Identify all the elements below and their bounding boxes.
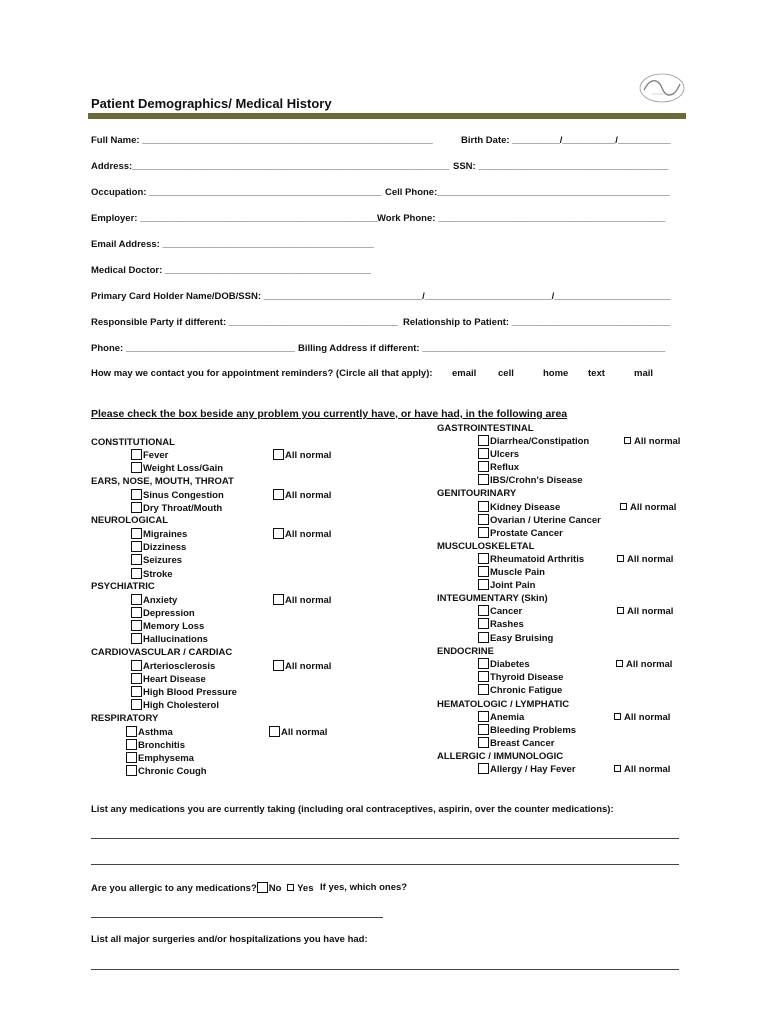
checkbox-heart-disease[interactable]: Heart Disease: [131, 673, 206, 685]
clinic-logo: [638, 70, 686, 106]
section-hematologic: HEMATOLOGIC / LYMPHATIC: [437, 699, 570, 710]
cell-phone-field[interactable]: Cell Phone:____________________________________________: [385, 187, 670, 198]
checkbox-rashes[interactable]: Rashes: [478, 618, 524, 630]
checkbox-memory-loss[interactable]: Memory Loss: [131, 620, 204, 632]
contact-option-email[interactable]: email: [452, 368, 477, 379]
checkbox-bronchitis[interactable]: Bronchitis: [126, 739, 185, 751]
checkbox-ibs[interactable]: IBS/Crohn's Disease: [478, 474, 583, 486]
all-normal-genitourinary[interactable]: All normal: [620, 502, 676, 513]
checkbox-anemia[interactable]: Anemia: [478, 711, 524, 723]
medications-line-1[interactable]: [91, 838, 679, 839]
occupation-field[interactable]: Occupation: ____________________________________________: [91, 187, 382, 198]
checkbox-arteriosclerosis[interactable]: Arteriosclerosis: [131, 660, 215, 672]
checkbox-easy-bruising[interactable]: Easy Bruising: [478, 632, 553, 644]
section-ent: EARS, NOSE, MOUTH, THROAT: [91, 476, 234, 487]
section-allergic: ALLERGIC / IMMUNOLOGIC: [437, 751, 564, 762]
all-normal-hematologic[interactable]: All normal: [614, 712, 670, 723]
checkbox-sinus[interactable]: Sinus Congestion: [131, 489, 224, 501]
relationship-field[interactable]: Relationship to Patient: ______________________________: [403, 317, 671, 328]
section-constitutional: CONSTITUTIONAL: [91, 437, 175, 448]
contact-question: How may we contact you for appointment reminders? (Circle all that apply):: [91, 368, 433, 379]
medical-doctor-field[interactable]: Medical Doctor: _______________________________________: [91, 265, 371, 276]
checkbox-ulcers[interactable]: Ulcers: [478, 448, 519, 460]
checkbox-hallucinations[interactable]: Hallucinations: [131, 633, 208, 645]
checkbox-bleeding[interactable]: Bleeding Problems: [478, 724, 576, 736]
checkbox-asthma[interactable]: Asthma: [126, 726, 173, 738]
responsible-party-field[interactable]: Responsible Party if different: ________________________________: [91, 317, 398, 328]
checkbox-seizures[interactable]: Seizures: [131, 554, 182, 566]
contact-option-mail[interactable]: mail: [634, 368, 654, 379]
contact-option-cell[interactable]: cell: [498, 368, 514, 379]
checkbox-fever[interactable]: Fever: [131, 449, 168, 461]
checkbox-skin-cancer[interactable]: Cancer: [478, 605, 522, 617]
checkbox-migraines[interactable]: Migraines: [131, 528, 187, 540]
phone-field[interactable]: Phone: ________________________________: [91, 343, 295, 354]
checkbox-stroke[interactable]: Stroke: [131, 568, 173, 580]
checkbox-rheumatoid[interactable]: Rheumatoid Arthritis: [478, 553, 584, 565]
checkbox-prostate-cancer[interactable]: Prostate Cancer: [478, 527, 563, 539]
section-respiratory: RESPIRATORY: [91, 713, 159, 724]
all-normal-cardiovascular[interactable]: All normal: [273, 660, 331, 672]
checkbox-depression[interactable]: Depression: [131, 607, 195, 619]
checkbox-kidney-disease[interactable]: Kidney Disease: [478, 501, 560, 513]
section-psychiatric: PSYCHIATRIC: [91, 581, 155, 592]
section-integumentary: INTEGUMENTARY (Skin): [437, 593, 548, 604]
checkbox-allergy[interactable]: Allergy / Hay Fever: [478, 763, 576, 775]
surgeries-line[interactable]: [91, 969, 679, 970]
checkbox-diabetes[interactable]: Diabetes: [478, 658, 530, 670]
section-cardiovascular: CARDIOVASCULAR / CARDIAC: [91, 647, 233, 658]
checkbox-dizziness[interactable]: Dizziness: [131, 541, 186, 553]
checkbox-weight-loss[interactable]: Weight Loss/Gain: [131, 462, 223, 474]
allergy-no-checkbox[interactable]: [257, 882, 268, 893]
section-neurological: NEUROLOGICAL: [91, 515, 169, 526]
checkbox-muscle-pain[interactable]: Muscle Pain: [478, 566, 545, 578]
contact-option-home[interactable]: home: [543, 368, 569, 379]
checkbox-thyroid[interactable]: Thyroid Disease: [478, 671, 563, 683]
medications-line-2[interactable]: [91, 864, 679, 865]
all-normal-psychiatric[interactable]: All normal: [273, 594, 331, 606]
checkbox-emphysema[interactable]: Emphysema: [126, 752, 194, 764]
all-normal-gastrointestinal[interactable]: All normal: [624, 436, 680, 447]
address-field[interactable]: Address:____________________________________________________________: [91, 161, 450, 172]
allergy-question: Are you allergic to any medications? No Yes: [91, 883, 314, 894]
ssn-field[interactable]: SSN: ____________________________________: [453, 161, 669, 172]
medications-prompt: List any medications you are currently taking (including oral contraceptives, aspirin, over the counter medications):: [91, 804, 614, 815]
checkbox-high-cholesterol[interactable]: High Cholesterol: [131, 699, 219, 711]
section-musculoskeletal: MUSCULOSKELETAL: [437, 541, 535, 552]
all-normal-ent[interactable]: All normal: [273, 489, 331, 501]
checkbox-chronic-cough[interactable]: Chronic Cough: [126, 765, 207, 777]
all-normal-endocrine[interactable]: All normal: [616, 659, 672, 670]
employer-field[interactable]: Employer: _____________________________________________: [91, 213, 378, 224]
work-phone-field[interactable]: Work Phone: ___________________________________________: [377, 213, 666, 224]
checkbox-high-bp[interactable]: High Blood Pressure: [131, 686, 237, 698]
all-normal-respiratory[interactable]: All normal: [269, 726, 327, 738]
birth-date-field[interactable]: Birth Date: _________/__________/__________: [461, 135, 671, 146]
allergy-which: If yes, which ones?: [320, 882, 408, 893]
checkbox-diarrhea[interactable]: Diarrhea/Constipation: [478, 435, 589, 447]
page-title: Patient Demographics/ Medical History: [91, 96, 332, 111]
checkbox-ovarian-cancer[interactable]: Ovarian / Uterine Cancer: [478, 514, 601, 526]
billing-address-field[interactable]: Billing Address if different: ______________________________________________: [298, 343, 666, 354]
all-normal-neurological[interactable]: All normal: [273, 528, 331, 540]
surgeries-prompt: List all major surgeries and/or hospitalizations you have had:: [91, 934, 368, 945]
card-holder-field[interactable]: Primary Card Holder Name/DOB/SSN: ______________________________/________________________/______________________: [91, 291, 671, 302]
all-normal-integumentary[interactable]: All normal: [617, 606, 673, 617]
section-endocrine: ENDOCRINE: [437, 646, 495, 657]
email-field[interactable]: Email Address: ________________________________________: [91, 239, 374, 250]
all-normal-constitutional[interactable]: All normal: [273, 449, 331, 461]
all-normal-allergic[interactable]: All normal: [614, 764, 670, 775]
full-name-field[interactable]: Full Name: _______________________________________________________: [91, 135, 433, 146]
title-divider: [88, 113, 686, 119]
section-gastrointestinal: GASTROINTESTINAL: [437, 423, 534, 434]
checkbox-chronic-fatigue[interactable]: Chronic Fatigue: [478, 684, 562, 696]
checkbox-dry-throat[interactable]: Dry Throat/Mouth: [131, 502, 222, 514]
checkbox-reflux[interactable]: Reflux: [478, 461, 519, 473]
checkbox-anxiety[interactable]: Anxiety: [131, 594, 177, 606]
section-genitourinary: GENITOURINARY: [437, 488, 517, 499]
allergy-line[interactable]: [91, 917, 383, 918]
checkbox-breast-cancer[interactable]: Breast Cancer: [478, 737, 554, 749]
contact-option-text[interactable]: text: [588, 368, 605, 379]
checklist-heading: Please check the box beside any problem you currently have, or have had, in the following area: [91, 408, 568, 420]
checkbox-joint-pain[interactable]: Joint Pain: [478, 579, 535, 591]
all-normal-musculoskeletal[interactable]: All normal: [617, 554, 673, 565]
allergy-yes-checkbox[interactable]: [287, 884, 294, 891]
